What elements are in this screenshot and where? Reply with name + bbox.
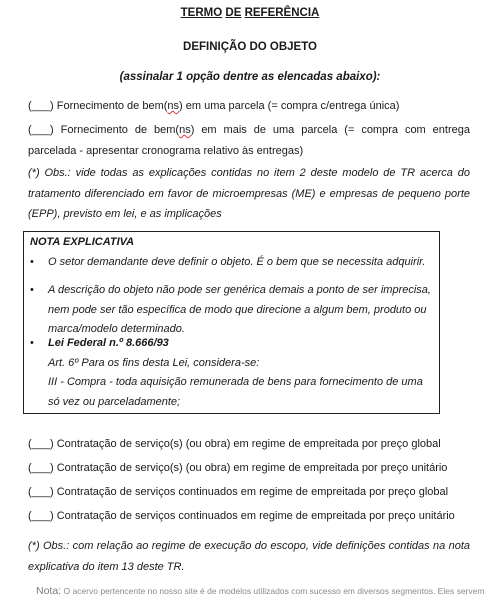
option-service-unit: (___) Contratação de serviço(s) (ou obra) em regime de empreitada por preço unitário: [28, 462, 448, 474]
note-title: NOTA EXPLICATIVA: [30, 236, 135, 248]
title-word-2: DE: [225, 7, 242, 19]
instruction-text: (assinalar 1 opção dentre as elencadas abaixo):: [119, 71, 381, 83]
note-bullet-1: O setor demandante deve definir o objeto. É o bem que se necessita adquirir.: [48, 256, 426, 268]
note-bullet-2: A descrição do objeto não pode ser genérica demais a ponto de ser imprecisa, nem pode ser tão específica de modo que direcione a algum bem, produto ou marca/modelo determinado.: [48, 284, 431, 335]
note-law-definition: III - Compra - toda aquisição remunerada de bens para fornecimento de uma só vez ou parceladamente;: [48, 376, 423, 408]
obs-paragraph-2: (*) Obs.: com relação ao regime de execução do escopo, vide definições contidas na nota explicativa do item 13 deste TR.: [28, 540, 470, 573]
document-title: [0, 6, 500, 20]
option-single-delivery: (___) Fornecimento de bem(ns) em uma parcela (= compra c/entrega única): [28, 100, 400, 112]
obs-paragraph-1: (*) Obs.: vide todas as explicações contidas no item 2 deste modelo de TR acerca do tratamento diferenciado em favor de microempresas (ME) e empresas de pequeno porte (EPP), previsto em lei, e as implicações: [28, 167, 470, 220]
bullet-icon: •: [30, 337, 34, 349]
bullet-icon: •: [30, 284, 34, 296]
bullet-icon: •: [30, 256, 34, 268]
option-service-global: (___) Contratação de serviço(s) (ou obra) em regime de empreitada por preço global: [28, 438, 441, 450]
note-law-reference: Lei Federal n.º 8.666/93: [48, 337, 169, 349]
option-continued-global: (___) Contratação de serviços continuados em regime de empreitada por preço global: [28, 486, 449, 498]
footer-label: Nota:: [36, 585, 62, 597]
title-word-3: REFERÊNCIA: [244, 7, 320, 19]
title-word-1: TERMO: [180, 7, 223, 19]
section-heading: DEFINIÇÃO DO OBJETO: [183, 41, 317, 53]
option-continued-unit: (___) Contratação de serviços continuados em regime de empreitada por preço unitário: [28, 510, 455, 522]
note-law-article: Art. 6º Para os fins desta Lei, considera-se:: [48, 357, 260, 369]
footer-note: [36, 585, 500, 597]
option-partial-delivery: (___) Fornecimento de bem(ns) em mais de uma parcela (= compra com entrega parcelada - apresentar cronograma relativo às entregas): [28, 124, 470, 157]
footer-text: O acervo pertencente no nosso site é de modelos utilizados com sucesso em diversos segmentos. Eles servem: [63, 586, 485, 596]
explanatory-note-box: [23, 231, 440, 414]
